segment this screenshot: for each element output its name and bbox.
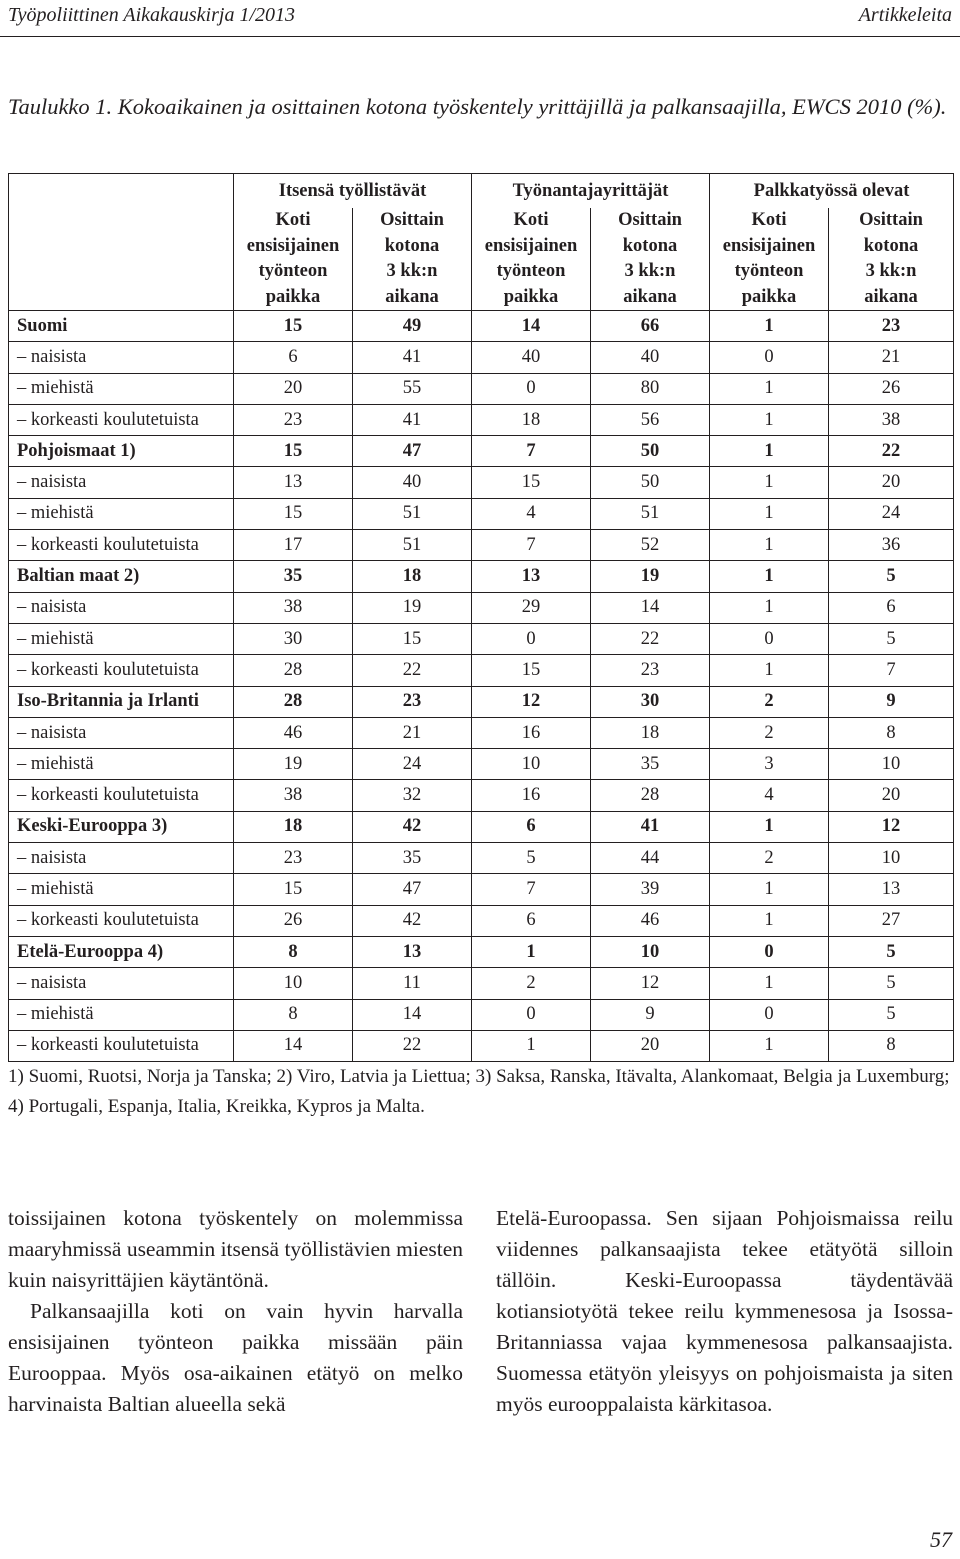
column-header-line: Osittain (618, 210, 682, 230)
group-header-row (9, 174, 954, 209)
column-header-line: aikana (623, 286, 677, 307)
table-cell: 1 (710, 968, 829, 999)
table-cell: 1 (472, 936, 591, 967)
table-cell: 5 (829, 623, 954, 654)
table-row (9, 999, 954, 1030)
table-cell: 16 (472, 780, 591, 811)
table-cell: 2 (710, 686, 829, 717)
table-row (9, 561, 954, 592)
table-body (9, 311, 954, 1062)
column-header-line: paikka (265, 286, 321, 307)
table-cell: 1 (710, 905, 829, 936)
table-cell: 39 (591, 874, 710, 905)
table-cell: 24 (353, 749, 472, 780)
table-cell: 0 (710, 936, 829, 967)
table-cell: 2 (710, 717, 829, 748)
table-cell: 19 (591, 561, 710, 592)
table-cell: 3 (710, 749, 829, 780)
table-cell: 18 (591, 717, 710, 748)
table-cell: 12 (472, 686, 591, 717)
column-header-line: aikana (385, 286, 439, 307)
table-cell: 38 (829, 404, 954, 435)
table-cell: 27 (829, 905, 954, 936)
table-cell: 18 (234, 811, 353, 842)
group-header: Työnantajayrittäjät (472, 174, 710, 209)
table-cell: 35 (234, 561, 353, 592)
table-row (9, 811, 954, 842)
table-cell: 23 (234, 843, 353, 874)
table-cell: 80 (591, 373, 710, 404)
table-cell: 20 (829, 467, 954, 498)
row-label: – korkeasti koulutetuista (9, 404, 234, 435)
table-cell: 1 (710, 655, 829, 686)
table-cell: 8 (234, 936, 353, 967)
table-cell: 14 (472, 311, 591, 342)
table-cell: 66 (591, 311, 710, 342)
table-cell: 13 (353, 936, 472, 967)
table-row (9, 780, 954, 811)
table-cell: 1 (710, 530, 829, 561)
table-cell: 20 (829, 780, 954, 811)
column-header-line: työnteon (734, 261, 804, 281)
paragraph: toissijainen kotona työskentely on molemmissa maaryhmissä useammin itsensä työllistävien miesten kuin naisyrittäjien käytäntönä. (8, 1206, 463, 1292)
table-cell: 46 (234, 717, 353, 748)
table-cell: 6 (472, 905, 591, 936)
table-cell: 1 (710, 373, 829, 404)
table-cell: 7 (472, 530, 591, 561)
table-cell: 13 (472, 561, 591, 592)
table-cell: 19 (353, 592, 472, 623)
table-cell: 22 (353, 655, 472, 686)
table-cell: 47 (353, 436, 472, 467)
running-header (8, 4, 952, 34)
column-header-line: Koti (751, 210, 787, 230)
table-cell: 17 (234, 530, 353, 561)
table-cell: 0 (710, 623, 829, 654)
table-cell: 0 (472, 373, 591, 404)
row-label: Baltian maat 2) (9, 561, 234, 592)
table-cell: 1 (710, 498, 829, 529)
column-header-line: Osittain (859, 210, 923, 230)
table-cell: 42 (353, 905, 472, 936)
table-cell: 8 (829, 1030, 954, 1061)
table-cell: 10 (234, 968, 353, 999)
table-cell: 1 (710, 592, 829, 623)
row-label: Keski-Eurooppa 3) (9, 811, 234, 842)
table-cell: 6 (234, 342, 353, 373)
table-cell: 9 (829, 686, 954, 717)
table-cell: 26 (234, 905, 353, 936)
table-cell: 10 (591, 936, 710, 967)
journal-title: Työpoliittinen Aikakauskirja 1/2013 (8, 4, 296, 26)
column-header-line: ensisijainen (484, 235, 578, 256)
row-label: Etelä-Eurooppa 4) (9, 936, 234, 967)
table-cell: 23 (353, 686, 472, 717)
table-row (9, 655, 954, 686)
table-cell: 28 (234, 655, 353, 686)
table-cell: 15 (234, 498, 353, 529)
table-row (9, 717, 954, 748)
table-cell: 0 (472, 999, 591, 1030)
table-cell: 5 (829, 561, 954, 592)
table-row (9, 1030, 954, 1061)
table-cell: 10 (472, 749, 591, 780)
row-label: – miehistä (9, 498, 234, 529)
row-label: – miehistä (9, 749, 234, 780)
table-cell: 10 (829, 749, 954, 780)
column-header (829, 208, 954, 311)
table-cell: 1 (472, 1030, 591, 1061)
table-cell: 6 (829, 592, 954, 623)
table-cell: 0 (710, 999, 829, 1030)
table-cell: 20 (234, 373, 353, 404)
table-cell: 28 (591, 780, 710, 811)
table-row (9, 592, 954, 623)
paragraph: Etelä-Euroopassa. Sen sijaan Pohjoismaissa reilu viidennes palkansaajista tekee etätyötä silloin tällöin. Keski-Euroopassa täydentävää kotiansiotyötä tekee reilu kymmenesosa ja Isossa-Britanniassa vajaa kymmenesosa palkansaajista. Suomessa etätyön yleisyys on pohjoismaista ja siten myös eurooppalaista kärkitasoa. (496, 1206, 953, 1416)
table-footnote: 1) Suomi, Ruotsi, Norja ja Tanska; 2) Viro, Latvia ja Liettua; 3) Saksa, Ranska, Itävalta, Alankomaat, Belgia ja Luxemburg; 4) Portugali, Espanja, Italia, Kreikka, Kypros ja Malta. (8, 1066, 950, 1117)
table-row (9, 686, 954, 717)
table-cell: 15 (472, 467, 591, 498)
table-row (9, 467, 954, 498)
table-cell: 1 (710, 436, 829, 467)
table-cell: 16 (472, 717, 591, 748)
column-header-line: aikana (864, 286, 918, 307)
row-label: Pohjoismaat 1) (9, 436, 234, 467)
column-header-line: 3 kk:n (624, 261, 676, 281)
table-cell: 19 (234, 749, 353, 780)
table-row (9, 530, 954, 561)
table-cell: 1 (710, 467, 829, 498)
table-cell: 21 (353, 717, 472, 748)
table-cell: 12 (829, 811, 954, 842)
table-cell: 38 (234, 592, 353, 623)
table-cell: 30 (234, 623, 353, 654)
column-header-line: ensisijainen (246, 235, 340, 256)
table-cell: 24 (829, 498, 954, 529)
table-row (9, 936, 954, 967)
table-row (9, 373, 954, 404)
table-cell: 5 (829, 968, 954, 999)
row-label: – miehistä (9, 999, 234, 1030)
row-label: – naisista (9, 717, 234, 748)
table-row (9, 623, 954, 654)
table-cell: 40 (472, 342, 591, 373)
table-cell: 1 (710, 311, 829, 342)
table-cell: 0 (472, 623, 591, 654)
table-row (9, 749, 954, 780)
table-cell: 40 (591, 342, 710, 373)
table-cell: 7 (829, 655, 954, 686)
column-header-line: 3 kk:n (865, 261, 917, 281)
column-header (591, 208, 710, 311)
table-cell: 30 (591, 686, 710, 717)
column-header (234, 208, 353, 311)
table-row (9, 498, 954, 529)
table-cell: 1 (710, 874, 829, 905)
table-cell: 11 (353, 968, 472, 999)
table-cell: 7 (472, 436, 591, 467)
row-label: Suomi (9, 311, 234, 342)
table-cell: 15 (472, 655, 591, 686)
table-cell: 8 (234, 999, 353, 1030)
table-cell: 7 (472, 874, 591, 905)
paragraph: Palkansaajilla koti on vain hyvin harvalla ensisijainen työnteon paikka missään päin Eurooppaa. Myös osa-aikainen etätyö on melko harvinaista Baltian alueella sekä (8, 1299, 463, 1416)
table-cell: 1 (710, 1030, 829, 1061)
row-label: – miehistä (9, 623, 234, 654)
corner-cell (9, 174, 234, 311)
row-label: – miehistä (9, 373, 234, 404)
table-cell: 22 (591, 623, 710, 654)
table-cell: 55 (353, 373, 472, 404)
column-header-line: kotona (622, 235, 678, 256)
row-label: Iso-Britannia ja Irlanti (9, 686, 234, 717)
table-cell: 26 (829, 373, 954, 404)
table-cell: 32 (353, 780, 472, 811)
table-cell: 28 (234, 686, 353, 717)
table-caption: Taulukko 1. Kokoaikainen ja osittainen kotona työskentely yrittäjillä ja palkansaajilla, EWCS 2010 (%). (8, 94, 947, 119)
table-cell: 14 (234, 1030, 353, 1061)
table-cell: 1 (710, 404, 829, 435)
table-cell: 51 (353, 530, 472, 561)
table-cell: 14 (353, 999, 472, 1030)
table-cell: 12 (591, 968, 710, 999)
table-cell: 41 (353, 404, 472, 435)
table-cell: 13 (829, 874, 954, 905)
section-name: Artikkeleita (858, 4, 952, 26)
row-label: – korkeasti koulutetuista (9, 1030, 234, 1061)
table-cell: 21 (829, 342, 954, 373)
table-cell: 23 (829, 311, 954, 342)
table-cell: 15 (234, 874, 353, 905)
table-cell: 41 (353, 342, 472, 373)
table-cell: 1 (710, 811, 829, 842)
row-label: – korkeasti koulutetuista (9, 780, 234, 811)
row-label: – miehistä (9, 874, 234, 905)
row-label: – naisista (9, 467, 234, 498)
table-cell: 0 (710, 342, 829, 373)
column-header (472, 208, 591, 311)
column-header-line: paikka (503, 286, 559, 307)
table-cell: 35 (353, 843, 472, 874)
table-cell: 15 (353, 623, 472, 654)
table-cell: 4 (710, 780, 829, 811)
table-cell: 5 (472, 843, 591, 874)
column-header-line: kotona (863, 235, 919, 256)
row-label: – korkeasti koulutetuista (9, 655, 234, 686)
table-cell: 4 (472, 498, 591, 529)
row-label: – naisista (9, 843, 234, 874)
table-cell: 5 (829, 999, 954, 1030)
table-row (9, 843, 954, 874)
data-table (8, 173, 954, 1062)
header-rule (0, 36, 960, 37)
table-row (9, 905, 954, 936)
table-cell: 22 (829, 436, 954, 467)
table-cell: 50 (591, 436, 710, 467)
column-header-line: 3 kk:n (386, 261, 438, 281)
group-header: Palkkatyössä olevat (710, 174, 954, 209)
table-cell: 15 (234, 436, 353, 467)
table-cell: 40 (353, 467, 472, 498)
row-label: – korkeasti koulutetuista (9, 530, 234, 561)
row-label: – naisista (9, 342, 234, 373)
table-cell: 14 (591, 592, 710, 623)
table-row (9, 342, 954, 373)
table-cell: 2 (472, 968, 591, 999)
table-cell: 41 (591, 811, 710, 842)
table-cell: 2 (710, 843, 829, 874)
text-column-left (8, 1203, 463, 1420)
table-cell: 22 (353, 1030, 472, 1061)
column-header-line: Koti (513, 210, 549, 230)
table-cell: 23 (591, 655, 710, 686)
column-header-line: työnteon (496, 261, 566, 281)
table-cell: 38 (234, 780, 353, 811)
row-label: – naisista (9, 592, 234, 623)
table-cell: 51 (353, 498, 472, 529)
column-header-line: työnteon (258, 261, 328, 281)
table-cell: 5 (829, 936, 954, 967)
table-cell: 15 (234, 311, 353, 342)
row-label: – korkeasti koulutetuista (9, 905, 234, 936)
table-cell: 42 (353, 811, 472, 842)
table-cell: 52 (591, 530, 710, 561)
column-header-line: Osittain (380, 210, 444, 230)
table-cell: 20 (591, 1030, 710, 1061)
table-cell: 35 (591, 749, 710, 780)
table-row (9, 311, 954, 342)
table-cell: 44 (591, 843, 710, 874)
group-header: Itsensä työllistävät (234, 174, 472, 209)
table-cell: 47 (353, 874, 472, 905)
table-cell: 8 (829, 717, 954, 748)
table-cell: 49 (353, 311, 472, 342)
column-header-line: ensisijainen (722, 235, 816, 256)
column-header-line: Koti (275, 210, 311, 230)
column-header-line: paikka (741, 286, 797, 307)
table-row (9, 968, 954, 999)
table-cell: 36 (829, 530, 954, 561)
column-header (710, 208, 829, 311)
table-cell: 9 (591, 999, 710, 1030)
table-row (9, 874, 954, 905)
table-row (9, 436, 954, 467)
column-header-line: kotona (384, 235, 440, 256)
table-row (9, 404, 954, 435)
column-header (353, 208, 472, 311)
table-cell: 6 (472, 811, 591, 842)
table-cell: 10 (829, 843, 954, 874)
table-cell: 56 (591, 404, 710, 435)
text-column-right (496, 1203, 953, 1420)
table-cell: 18 (353, 561, 472, 592)
table-cell: 50 (591, 467, 710, 498)
table-cell: 1 (710, 561, 829, 592)
row-label: – naisista (9, 968, 234, 999)
table-cell: 51 (591, 498, 710, 529)
table-cell: 13 (234, 467, 353, 498)
page-number: 57 (930, 1527, 952, 1552)
table-cell: 46 (591, 905, 710, 936)
table-cell: 23 (234, 404, 353, 435)
table-cell: 29 (472, 592, 591, 623)
table-cell: 18 (472, 404, 591, 435)
